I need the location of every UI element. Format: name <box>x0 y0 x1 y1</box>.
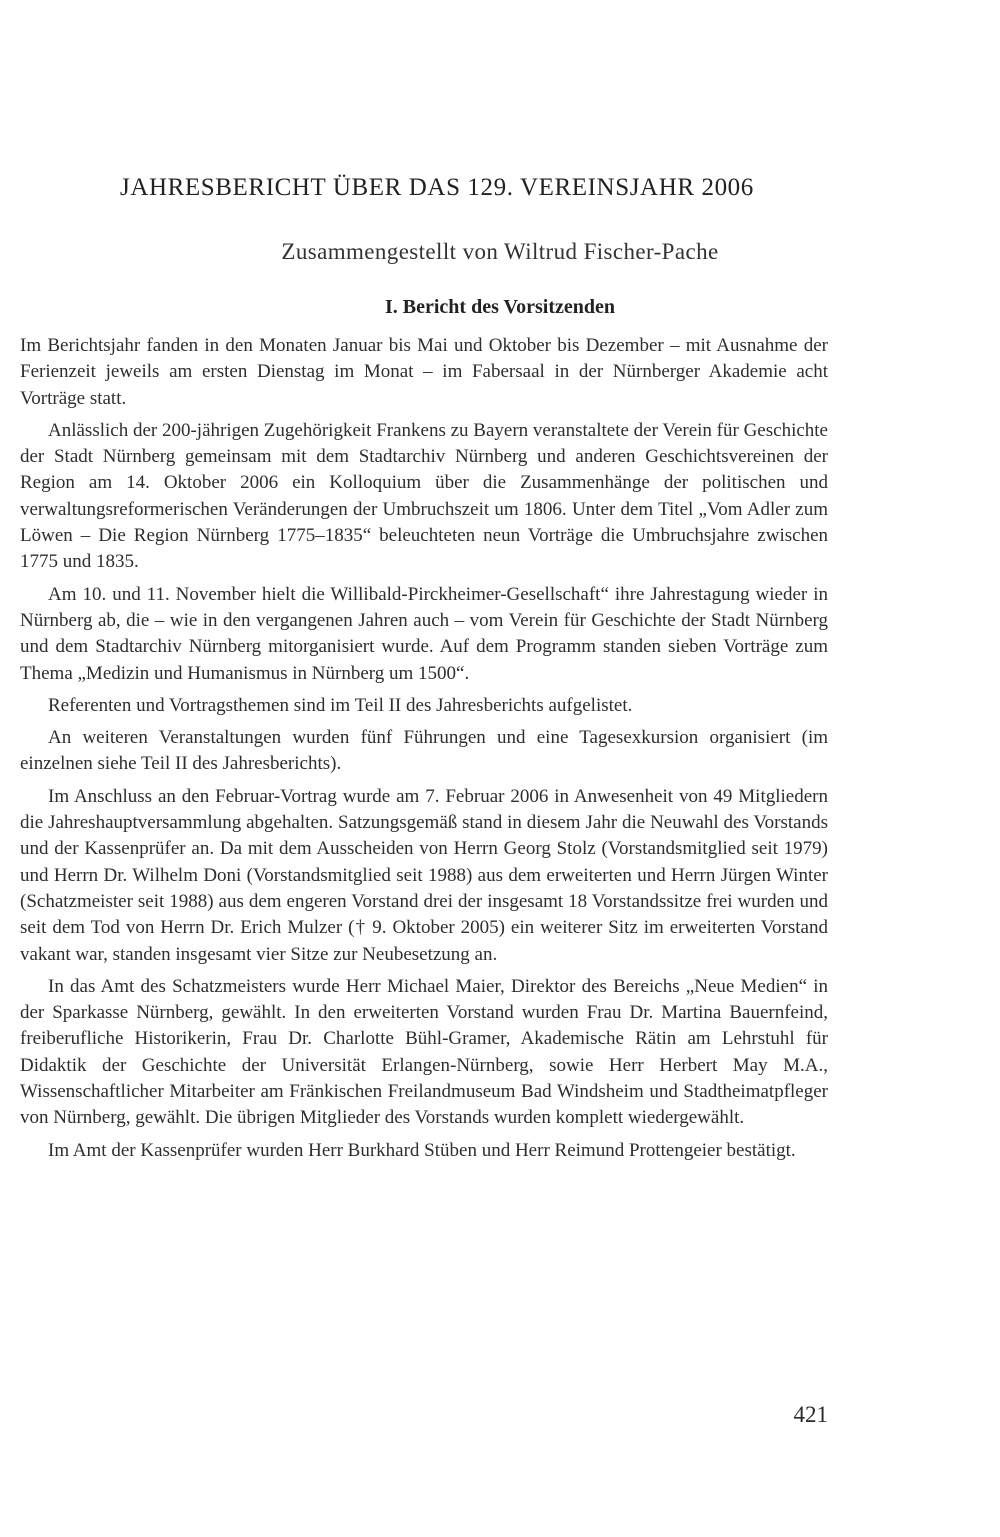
paragraph-6: Im Anschluss an den Februar-Vortrag wurde am 7. Februar 2006 in Anwesenheit von 49 Mitgliedern die Jahreshauptversammlung abgehalten. Satzungsgemäß stand in diesem Jahr die Neuwahl des Vorstands und der Kassenprüfer an. Da mit dem Ausscheiden von Herrn Georg Stolz (Vorstandsmitglied seit 1979) und Herrn Dr. Wilhelm Doni (Vorstandsmitglied seit 1988) aus dem erweiterten und Herrn Jürgen Winter (Schatzmeister seit 1988) aus dem engeren Vorstand drei der insgesamt 18 Vorstandssitze frei wurden und seit dem Tod von Herrn Dr. Erich Mulzer († 9. Oktober 2005) ein weiterer Sitz im erweiterten Vorstand vakant war, standen insgesamt vier Sitze zur Neubesetzung an. <box>20 785 828 965</box>
paragraph-5: An weiteren Veranstaltungen wurden fünf Führungen und eine Tagesexkursion organisiert (im einzelnen siehe Teil II des Jahresberichts). <box>20 727 828 775</box>
paragraph-7: In das Amt des Schatzmeisters wurde Herr Michael Maier, Direktor des Bereichs „Neue Medien“ in der Sparkasse Nürnberg, gewählt. In den erweiterten Vorstand wurden Frau Dr. Martina Bauernfeind, freiberufliche Historikerin, Frau Dr. Charlotte Bühl-Gramer, Akademische Rätin am Lehrstuhl für Didaktik der Geschichte der Universität Erlangen-Nürnberg, sowie Herr Herbert May M.A., Wissenschaftlicher Mitarbeiter am Fränkischen Freilandmuseum Bad Windsheim und Stadtheimatpfleger von Nürnberg, gewählt. Die übrigen Mitglieder des Vorstands wurden komplett wiedergewählt. <box>20 975 828 1129</box>
paragraph-1: Im Berichtsjahr fanden in den Monaten Januar bis Mai und Oktober bis Dezember – mit Ausnahme der Ferienzeit jeweils am ersten Dienstag im Monat – im Fabersaal in der Nürnberger Akademie acht Vorträge statt. <box>20 335 828 409</box>
report-title: JAHRESBERICHT ÜBER DAS 129. VEREINSJAHR 2006 <box>120 174 754 201</box>
paragraph-3: Am 10. und 11. November hielt die Willibald-Pirckheimer-Gesellschaft“ ihre Jahrestagung wieder in Nürnberg ab, die – wie in den vergangenen Jahren auch – vom Verein für Geschichte der Stadt Nürnberg und dem Stadtarchiv Nürnberg mitorganisiert wurde. Auf dem Programm standen sieben Vorträge zum Thema „Medizin und Humanismus in Nürnberg um 1500“. <box>20 583 828 684</box>
section-heading: I. Bericht des Vorsitzenden <box>385 296 615 318</box>
report-body <box>20 333 828 1170</box>
paragraph-2: Anlässlich der 200-jährigen Zugehörigkeit Frankens zu Bayern veranstaltete der Verein für Geschichte der Stadt Nürnberg gemeinsam mit dem Stadtarchiv Nürnberg und anderen Geschichtsvereinen der Region am 14. Oktober 2006 ein Kolloquium über die Zusammenhänge der politischen und verwaltungsreformerischen Veränderungen der Umbruchszeit um 1806. Unter dem Titel „Vom Adler zum Löwen – Die Region Nürnberg 1775–1835“ beleuchteten neun Vorträge die Umbruchsjahre zwischen 1775 und 1835. <box>20 419 828 573</box>
paragraph-8: Im Amt der Kassenprüfer wurden Herr Burkhard Stüben und Herr Reimund Prottengeier bestätigt. <box>48 1139 796 1161</box>
paragraph-4: Referenten und Vortragsthemen sind im Teil II des Jahresberichts aufgelistet. <box>48 694 633 716</box>
report-subtitle: Zusammengestellt von Wiltrud Fischer-Pache <box>281 239 719 264</box>
page-number: 421 <box>793 1402 828 1427</box>
